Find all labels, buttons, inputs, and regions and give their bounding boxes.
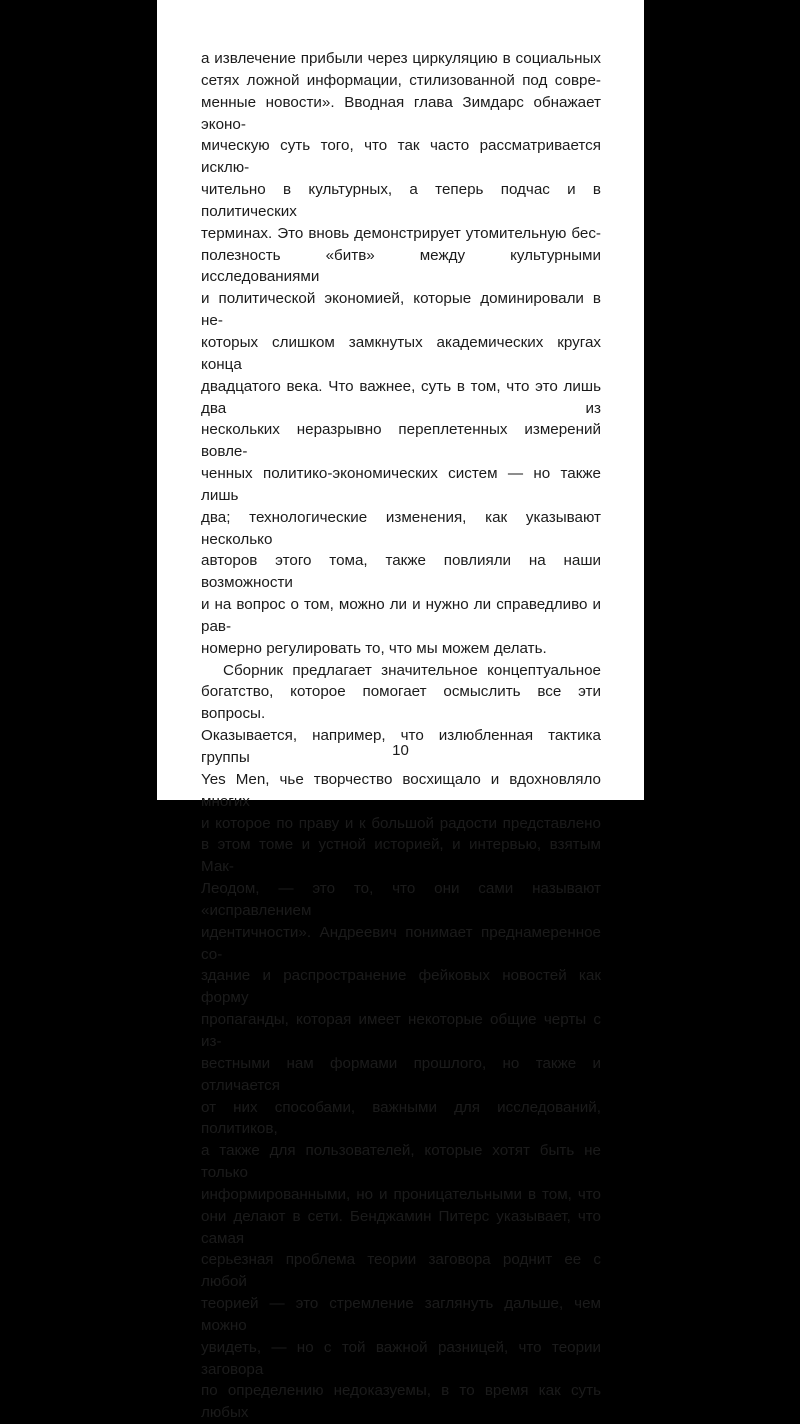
- text-line: богатство, которое помогает осмыслить все эти вопросы.: [201, 683, 601, 723]
- text-line: вестными нам формами прошлого, но также и отличается: [201, 1054, 601, 1094]
- text-line: идентичности». Андреевич понимает преднамеренное со-: [201, 923, 601, 963]
- text-line: в этом томе и устной историей, и интервью, взятым Мак-: [201, 836, 601, 876]
- body-text: [201, 48, 601, 1424]
- text-line: мическую суть того, что так часто рассматривается исклю-: [201, 137, 601, 177]
- text-line: и на вопрос о том, можно ли и нужно ли справедливо и рав-: [201, 596, 601, 635]
- text-line: пропаганды, которая имеет некоторые общие черты с из-: [201, 1011, 601, 1050]
- text-line: здание и распространение фейковых новостей как форму: [201, 967, 601, 1007]
- text-line: и которое по праву и к большой радости представлено: [201, 814, 601, 832]
- text-line: Оказывается, например, что излюбленная тактика группы: [201, 727, 601, 766]
- text-line: по определению недоказуемы, в то время как суть любых: [201, 1382, 601, 1422]
- text-line: информированными, но и проницательными в том, что: [201, 1185, 601, 1203]
- text-line: чительно в культурных, а теперь подчас и в политических: [201, 181, 601, 220]
- text-line: Леодом, — это то, что они сами называют «исправлением: [201, 880, 601, 919]
- text-line: авторов этого тома, также повлияли на наши возможности: [201, 552, 601, 592]
- text-line: которых слишком замкнутых академических кругах конца: [201, 333, 601, 373]
- text-line: и политической экономией, которые доминировали в не-: [201, 290, 601, 330]
- text-line: от них способами, важными для исследований, политиков,: [201, 1098, 601, 1138]
- text-line: полезность «битв» между культурными исследованиями: [201, 246, 601, 286]
- text-line: Yes Men, чье творчество восхищало и вдохновляло многих: [201, 770, 601, 810]
- text-line: серьезная проблема теории заговора роднит ее с любой: [201, 1251, 601, 1291]
- text-line: двадцатого века. Что важнее, суть в том, что это лишь два из: [201, 377, 601, 417]
- text-line: менные новости». Вводная глава Зимдарс обнажает эконо-: [201, 93, 601, 133]
- text-line: увидеть, — но с той важной разницей, что теории заговора: [201, 1338, 601, 1378]
- text-line: а извлечение прибыли через циркуляцию в социальных: [201, 50, 601, 67]
- text-line: ченных политико-экономических систем — но также лишь: [201, 465, 601, 504]
- text-line: терминах. Это вновь демонстрирует утомительную бес-: [201, 224, 601, 242]
- page-number: 10: [392, 742, 409, 759]
- text-line: а также для пользователей, которые хотят быть не только: [201, 1142, 601, 1182]
- text-line: теорией — это стремление заглянуть дальше, чем можно: [201, 1295, 601, 1334]
- text-line: Сборник предлагает значительное концептуальное: [223, 661, 601, 679]
- text-line: они делают в сети. Бенджамин Питерс указывает, что самая: [201, 1207, 601, 1247]
- text-line: два; технологические изменения, как указывают несколько: [201, 508, 601, 548]
- text-line: сетях ложной информации, стилизованной под совре-: [201, 71, 601, 89]
- book-page: [157, 0, 644, 1422]
- text-line: номерно регулировать то, что мы можем делать.: [201, 639, 547, 657]
- text-line: нескольких неразрывно переплетенных измерений вовле-: [201, 421, 601, 461]
